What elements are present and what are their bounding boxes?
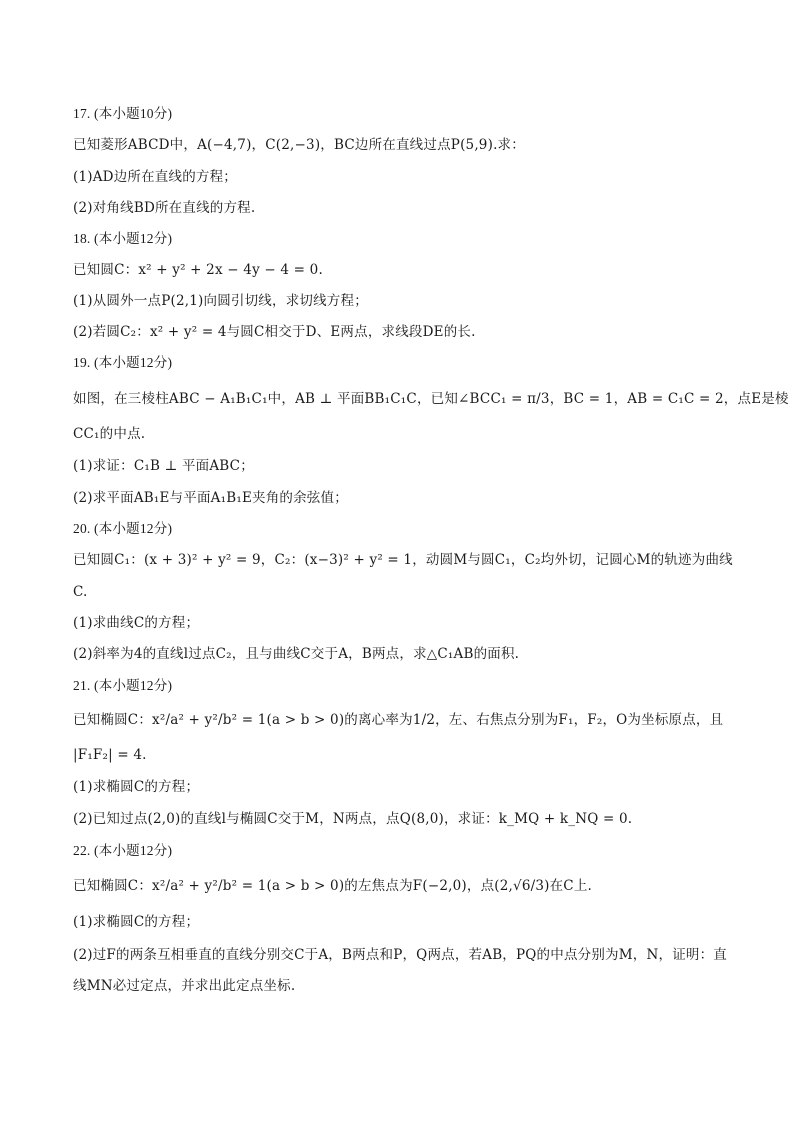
problem-19-stem-line-2: CC₁的中点. <box>73 426 146 442</box>
problem-21-part-1: (1)求椭圆C的方程； <box>73 779 200 795</box>
problem-18-stem: 已知圆C：x² + y² + 2x − 4y − 4 = 0. <box>73 262 323 278</box>
problem-18-header: 18. (本小题12分) <box>73 231 173 246</box>
problem-21-stem-line-1: 已知椭圆C：x²/a² + y²/b² = 1(a > b > 0)的离心率为1/2，左、右焦点分别为F₁，F₂，O为坐标原点，且 <box>73 712 724 728</box>
problem-21-header: 21. (本小题12分) <box>73 678 173 693</box>
problem-22-part-1: (1)求椭圆C的方程； <box>73 914 200 930</box>
problem-20-header: 20. (本小题12分) <box>73 521 173 536</box>
problem-20-stem-line-2: C. <box>73 584 88 600</box>
problem-21-part-2: (2)已知过点(2,0)的直线l与椭圆C交于M，N两点，点Q(8,0)，求证：k_MQ + k_NQ = 0. <box>73 811 633 827</box>
problem-19-stem-line-1: 如图，在三棱柱ABC − A₁B₁C₁中，AB ⊥ 平面BB₁C₁C，已知∠BCC₁ = π/3，BC = 1，AB = C₁C = 2，点E是棱 <box>73 391 789 407</box>
problem-19-part-1: (1)求证：C₁B ⊥ 平面ABC； <box>73 458 254 474</box>
problem-17-header: 17. (本小题10分) <box>73 106 173 121</box>
problem-19-part-2: (2)求平面AB₁E与平面A₁B₁E夹角的余弦值； <box>73 490 348 506</box>
problem-20-part-2: (2)斜率为4的直线l过点C₂，且与曲线C交于A，B两点，求△C₁AB的面积. <box>73 646 520 662</box>
problem-22-part-2-line-2: 线MN必过定点，并求出此定点坐标. <box>73 978 296 994</box>
problem-17-part-2: (2)对角线BD所在直线的方程. <box>73 200 256 216</box>
problem-22-header: 22. (本小题12分) <box>73 843 173 858</box>
problem-18-part-2: (2)若圆C₂：x² + y² = 4与圆C相交于D、E两点，求线段DE的长. <box>73 324 476 340</box>
problem-21-stem-line-2: |F₁F₂| = 4. <box>73 747 147 763</box>
problem-17-part-1: (1)AD边所在直线的方程； <box>73 169 237 185</box>
problem-18-part-1: (1)从圆外一点P(2,1)向圆引切线，求切线方程； <box>73 293 368 309</box>
problem-22-stem: 已知椭圆C：x²/a² + y²/b² = 1(a > b > 0)的左焦点为F(−2,0)，点(2,√6/3)在C上. <box>73 878 593 894</box>
problem-17-stem: 已知菱形ABCD中，A(−4,7)，C(2,−3)，BC边所在直线过点P(5,9).求： <box>73 137 525 153</box>
problem-22-part-2-line-1: (2)过F的两条互相垂直的直线分别交C于A，B两点和P，Q两点，若AB，PQ的中点分别为M，N，证明：直 <box>73 947 727 963</box>
problem-20-stem-line-1: 已知圆C₁：(x + 3)² + y² = 9，C₂：(x−3)² + y² = 1，动圆M与圆C₁，C₂均外切，记圆心M的轨迹为曲线 <box>73 552 733 568</box>
problem-20-part-1: (1)求曲线C的方程； <box>73 615 200 631</box>
problem-19-header: 19. (本小题12分) <box>73 355 173 370</box>
